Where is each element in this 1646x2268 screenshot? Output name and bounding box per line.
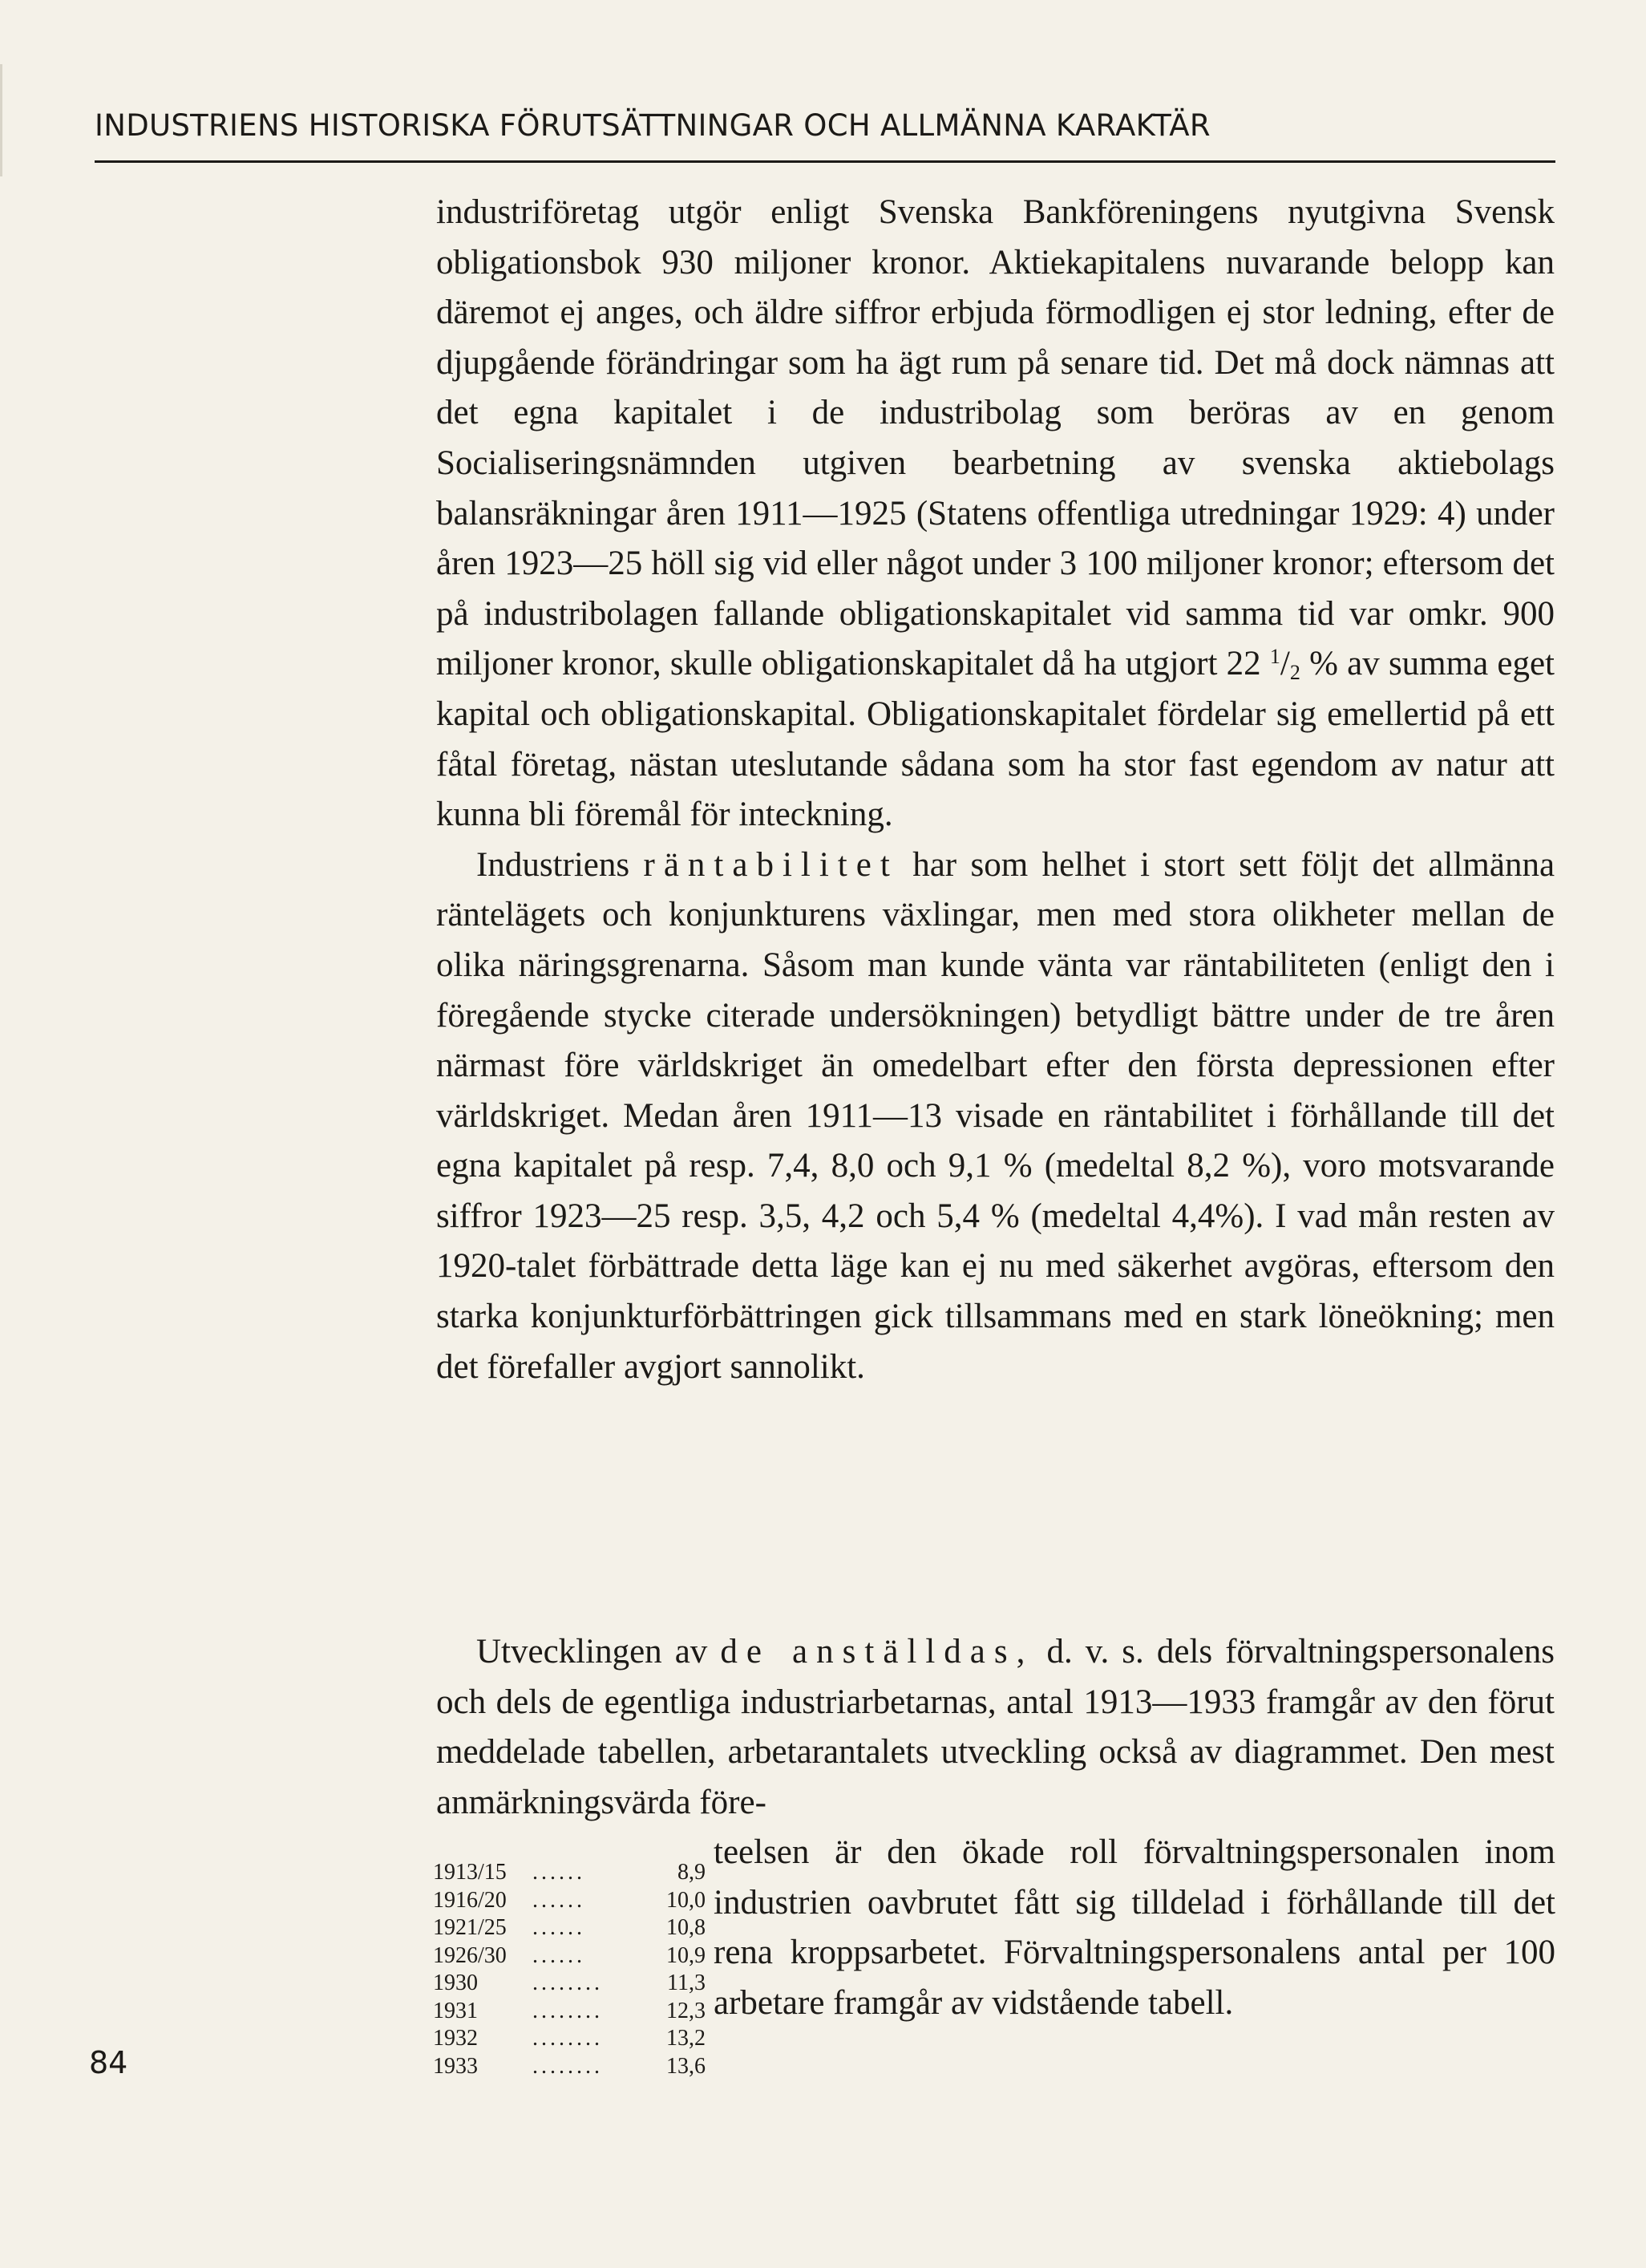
table-period: 1930 xyxy=(433,1970,478,1995)
table-row xyxy=(433,1998,706,2026)
table-leader-dots: ........ xyxy=(532,1970,603,1995)
table-value: 13,2 xyxy=(666,2026,706,2051)
table-leader-dots: ........ xyxy=(532,1998,603,2023)
paragraph-employees-continued: teelsen är den ökade roll förvaltningspersonalen inom industrien oavbrutet fått sig tilldelad i förhållande till det rena kroppsarbetet. Förvaltningspersonalens antal per 100 arbetare framgår av vidstående tabell. xyxy=(714,1833,1555,2022)
table-row xyxy=(433,1914,706,1942)
paragraph-capital-tail: % av summa eget kapital och obligationskapital. Obligationskapitalet fördelar sig emellertid på ett fåtal företag, nästan uteslutande sådana som ha stor fast egendom av natur att kunna bli föremål för inteckning. xyxy=(436,645,1555,834)
header-rule xyxy=(95,160,1555,163)
table-row xyxy=(433,1859,706,1887)
table-value: 13,6 xyxy=(666,2053,706,2079)
paragraph-employees xyxy=(436,1627,1555,1828)
employees-text: d. v. s. dels förvaltningspersonalens och dels de egentliga industriarbetarnas, antal 1913—1933 framgår av den förut meddelade tabellen, arbetarantalets utveckling också av diagrammet. Den mest anmärkningsvärda före- xyxy=(436,1633,1555,1821)
fraction-whole: 22 xyxy=(1226,645,1261,683)
employees-lead: Utvecklingen av xyxy=(476,1633,708,1671)
table-leader-dots: ...... xyxy=(532,1915,585,1940)
table-period: 1921/25 xyxy=(433,1915,507,1940)
table-value: 10,8 xyxy=(666,1915,706,1940)
staff-per-100-workers-table xyxy=(433,1859,706,2080)
table-value: 11,3 xyxy=(667,1970,706,1995)
table-row xyxy=(433,1887,706,1915)
table-period: 1932 xyxy=(433,2026,478,2051)
paragraph-capital-text: industriföretag utgör enligt Svenska Bankföreningens nyutgivna Svensk obligationsbok 930 miljoner kronor. Aktiekapitalens nuvarande belopp kan däremot ej anges, och äldre siffror erbjuda förmodligen ej stor ledning, efter de djupgående förändringar som ha ägt rum på senare tid. Det må dock nämnas att det egna kapitalet i de industribolag som beröras av en genom Socialiseringsnämnden utgiven bearbetning av svenska aktiebolags balansräkningar åren 1911—1925 (Statens offentliga utredningar 1929: 4) under åren 1923—25 höll sig vid eller något under 3 100 miljoner kronor; eftersom det på industribolagen fallande obligationskapitalet vid samma tid var omkr. 900 miljoner kronor, skulle obligationskapitalet då ha utgjort xyxy=(436,193,1555,683)
fraction-numerator: 1 xyxy=(1269,645,1280,669)
table-leader-dots: ...... xyxy=(532,1942,585,1968)
table-row xyxy=(433,2053,706,2081)
page-edge-mark xyxy=(0,64,2,176)
table-leader-dots: ........ xyxy=(532,2053,603,2079)
page-number: 84 xyxy=(89,2045,128,2080)
table-leader-dots: ...... xyxy=(532,1860,585,1885)
profitability-lead: Industriens xyxy=(476,845,630,884)
profitability-emphasis: räntabilitet xyxy=(643,845,899,884)
table-leader-dots: ........ xyxy=(532,2026,603,2051)
table-leader-dots: ...... xyxy=(532,1887,585,1913)
table-period: 1931 xyxy=(433,1998,478,2023)
paragraph-profitability xyxy=(436,840,1555,1393)
employees-emphasis: de anställdas, xyxy=(720,1633,1034,1671)
table-period: 1916/20 xyxy=(433,1887,507,1913)
profitability-text: har som helhet i stort sett följt det allmänna räntelägets och konjunkturens växlingar, men med stora olikheter mellan de olika näringsgrenarna. Såsom man kunde vänta var räntabiliteten (enligt den i föregående stycke citerade undersökningen) betydligt bättre under de tre åren närmast före världskriget än omedelbart efter den första depressionen efter världskriget. Medan åren 1911—13 visade en räntabilitet i förhållande till det egna kapitalet på resp. 7,4, 8,0 och 9,1 % (medeltal 8,2 %), voro motsvarande siffror 1923—25 resp. 3,5, 4,2 och 5,4 % (medeltal 4,4%). I vad mån resten av 1920-talet förbättrade detta läge kan ej nu med säkerhet avgöras, eftersom den starka konjunkturförbättringen gick tillsammans med en stark löneökning; men det förefaller avgjort sannolikt. xyxy=(436,845,1555,1386)
table-value: 10,9 xyxy=(666,1942,706,1968)
table-period: 1913/15 xyxy=(433,1860,507,1885)
table-row xyxy=(433,1970,706,1998)
running-header: INDUSTRIENS HISTORISKA FÖRUTSÄTTNINGAR OCH ALLMÄNNA KARAKTÄR xyxy=(95,108,1211,143)
table-value: 12,3 xyxy=(666,1998,706,2023)
fraction-22-half: 22 $^1/_2$ xyxy=(1226,645,1300,685)
paragraph-capital xyxy=(436,188,1555,840)
table-period: 1926/30 xyxy=(433,1942,507,1968)
table-period: 1933 xyxy=(433,2053,478,2079)
table-row xyxy=(433,1942,706,1970)
table-value: 10,0 xyxy=(666,1887,706,1913)
fraction-denominator: 2 xyxy=(1289,661,1300,685)
table-wrap-text xyxy=(714,1828,1555,2028)
main-text-block xyxy=(436,188,1555,1392)
table-value: 8,9 xyxy=(677,1860,706,1885)
table-row xyxy=(433,2025,706,2053)
employees-section xyxy=(436,1627,1555,1828)
